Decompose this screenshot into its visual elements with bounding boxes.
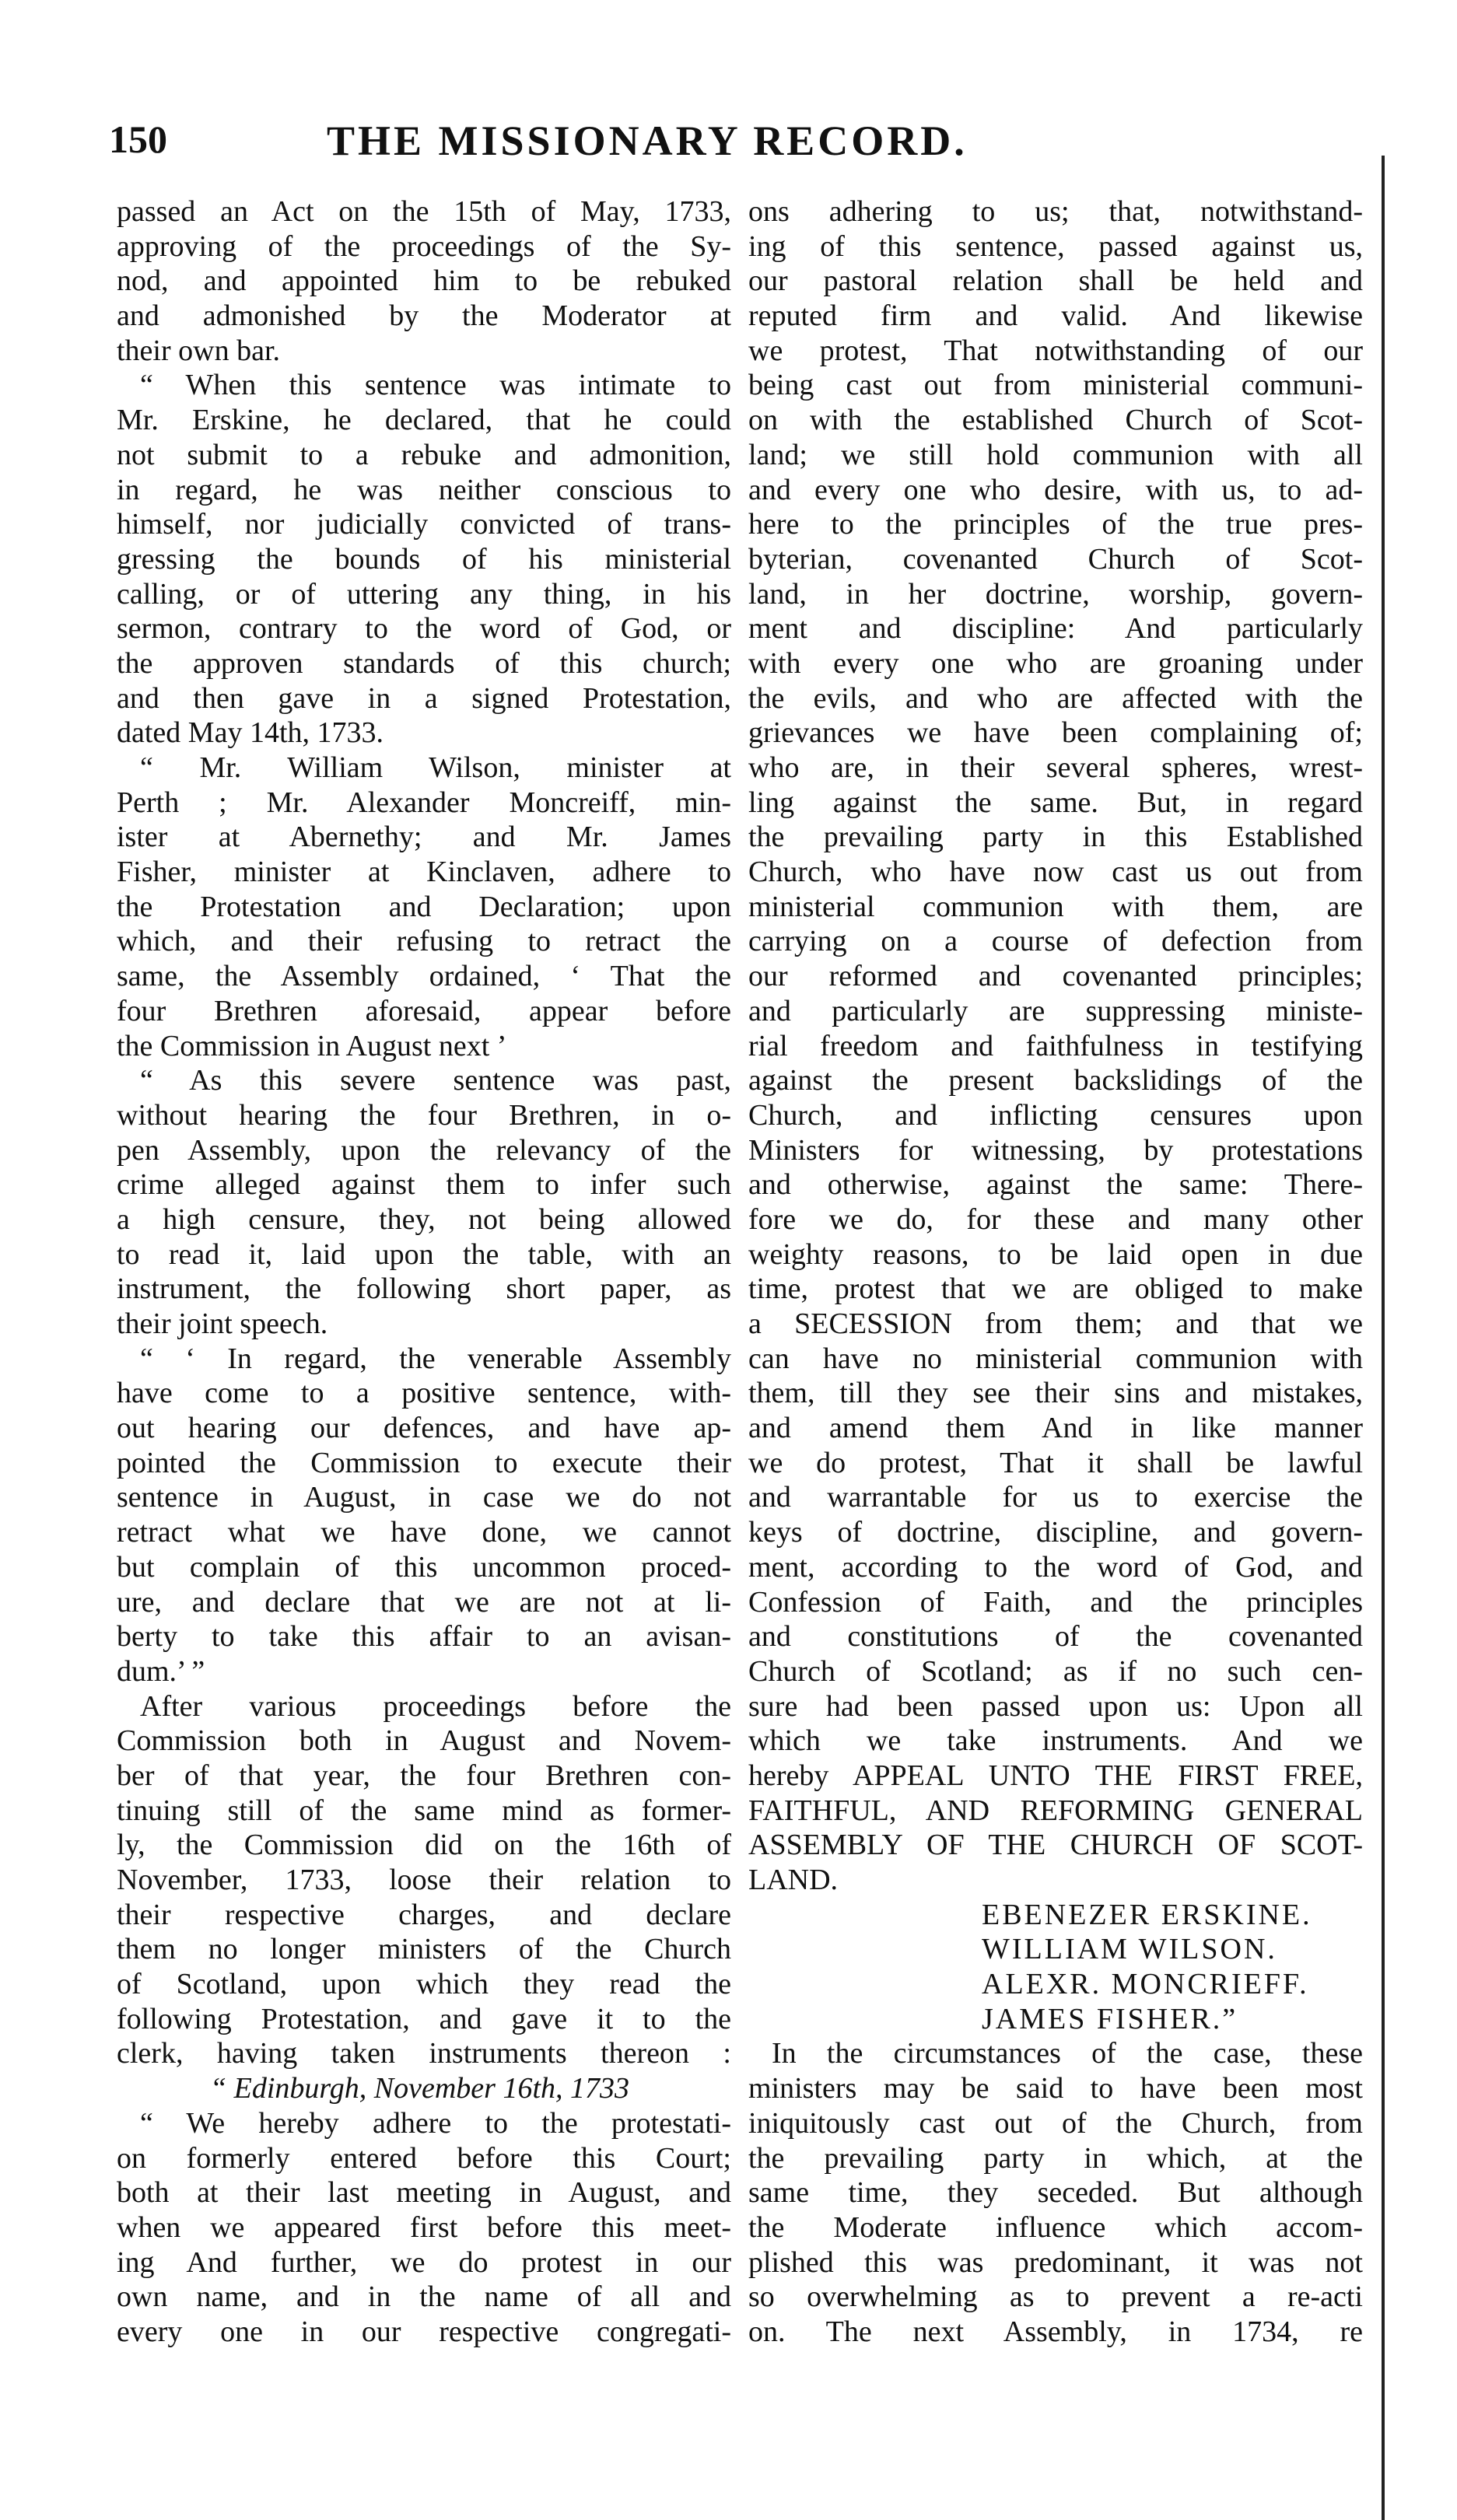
text-line: reputed firm and valid. And likewise (748, 299, 1363, 333)
text-line: “ When this sentence was intimate to (140, 369, 731, 402)
text-line: approving of the proceedings of the Sy- (117, 229, 731, 263)
text-line: Mr. Erskine, he declared, that he could (117, 404, 731, 437)
text-line: “ Mr. William Wilson, minister at (140, 751, 731, 784)
signature: ALEXR. MONCRIEFF. (982, 1968, 1309, 2001)
text-line: Church of Scotland; as if no such cen- (748, 1654, 1363, 1688)
text-line: In the circumstances of the case, these (772, 2037, 1363, 2070)
text-line: their joint speech. (117, 1307, 328, 1340)
text-line: “ ‘ In regard, the venerable Assembly (140, 1342, 731, 1375)
signature-block (982, 1898, 1363, 2037)
text-line: Church, who have now cast us out from (748, 856, 1363, 889)
text-line: tinuing still of the same mind as former- (117, 1794, 731, 1827)
dateline: “ Edinburgh, November 16th, 1733 (210, 2072, 630, 2105)
text-line: here to the principles of the true pres- (748, 508, 1363, 541)
text-line: land, in her doctrine, worship, govern- (748, 577, 1363, 611)
text-line: nod, and appointed him to be rebuked (117, 264, 731, 298)
text-line: Ministers for witnessing, by protestations (748, 1133, 1363, 1167)
text-line: crime alleged against them to infer such (117, 1168, 731, 1202)
text-line: weighty reasons, to be laid open in due (748, 1237, 1363, 1271)
text-line: a high censure, they, not being allowed (117, 1202, 731, 1236)
text-line: of Scotland, upon which they read the (117, 1968, 731, 2001)
text-line: we protest, That notwithstanding of our (748, 334, 1363, 367)
text-line: them, till they see their sins and mistakes, (748, 1377, 1363, 1410)
text-line: fore we do, for these and many other (748, 1202, 1363, 1236)
page-edge-rule (1382, 156, 1385, 2520)
text-line: clerk, having taken instruments thereon : (117, 2037, 731, 2070)
text-line: sure had been passed upon us: Upon all (748, 1689, 1363, 1723)
text-line: ing And further, we do protest in our (117, 2245, 731, 2279)
text-line: and amend them And in like manner (748, 1412, 1363, 1445)
text-line: the approven standards of this church; (117, 646, 731, 680)
text-line: Church, and inflicting censures upon (748, 1098, 1363, 1132)
text-line: and warrantable for us to exercise the (748, 1481, 1363, 1514)
text-line: Fisher, minister at Kinclaven, adhere to (117, 856, 731, 889)
text-line: and then gave in a signed Protestation, (117, 681, 731, 715)
text-line: iniquitously cast out of the Church, from (748, 2106, 1363, 2140)
text-line: not submit to a rebuke and admonition, (117, 438, 731, 471)
text-line: berty to take this affair to an avisan- (117, 1620, 731, 1654)
text-line: ister at Abernethy; and Mr. James (117, 821, 731, 854)
text-line: but complain of this uncommon proced- (117, 1550, 731, 1584)
text-line: them no longer ministers of the Church (117, 1933, 731, 1966)
text-line: same time, they seceded. But although (748, 2176, 1363, 2210)
text-line: the Moderate influence which accom- (748, 2210, 1363, 2244)
text-line: out hearing our defences, and have ap- (117, 1412, 731, 1445)
text-line: which we take instruments. And we (748, 1724, 1363, 1758)
text-line: plished this was predominant, it was not (748, 2245, 1363, 2279)
text-line: After various proceedings before the (140, 1689, 731, 1723)
text-line: and constitutions of the covenanted (748, 1620, 1363, 1654)
text-line: himself, nor judicially convicted of trans- (117, 508, 731, 541)
text-line: on. The next Assembly, in 1734, re (748, 2315, 1363, 2348)
signature: WILLIAM WILSON. (982, 1933, 1277, 1966)
text-line: grievances we have been complaining of; (748, 716, 1363, 750)
text-line: our pastoral relation shall be held and (748, 264, 1363, 298)
text-line: sermon, contrary to the word of God, or (117, 612, 731, 646)
text-line: time, protest that we are obliged to make (748, 1272, 1363, 1306)
text-line: the Protestation and Declaration; upon (117, 890, 731, 923)
text-line: November, 1733, loose their relation to (117, 1864, 731, 1896)
text-line: pointed the Commission to execute their (117, 1446, 731, 1479)
text-line: the evils, and who are affected with the (748, 681, 1363, 715)
text-line: carrying on a course of defection from (748, 925, 1363, 958)
text-line: their own bar. (117, 334, 281, 367)
text-line: byterian, covenanted Church of Scot- (748, 542, 1363, 576)
text-line: ASSEMBLY OF THE CHURCH OF SCOT- (748, 1829, 1363, 1862)
text-line: and admonished by the Moderator at (117, 299, 731, 333)
text-line: ing of this sentence, passed against us, (748, 229, 1363, 263)
text-line: being cast out from ministerial communi- (748, 369, 1363, 402)
text-line: dum.’ ” (117, 1654, 205, 1688)
text-line: every one in our respective congregati- (117, 2315, 731, 2348)
text-line: ment, according to the word of God, and (748, 1550, 1363, 1584)
text-line: dated May 14th, 1733. (117, 716, 384, 750)
text-line: ministerial communion with them, are (748, 890, 1363, 923)
text-line: to read it, laid upon the table, with an (117, 1237, 731, 1271)
text-line: the prevailing party in this Established (748, 821, 1363, 854)
text-line: passed an Act on the 15th of May, 1733, (117, 195, 731, 228)
text-line: land; we still hold communion with all (748, 438, 1363, 471)
text-line: gressing the bounds of his ministerial (117, 542, 731, 576)
text-line: sentence in August, in case we do not (117, 1481, 731, 1514)
text-line: and otherwise, against the same: There- (748, 1168, 1363, 1202)
left-column (117, 194, 731, 2350)
text-line: four Brethren aforesaid, appear before (117, 994, 731, 1027)
text-line: have come to a positive sentence, with- (117, 1377, 731, 1410)
text-line: our reformed and covenanted principles; (748, 960, 1363, 993)
text-line: “ We hereby adhere to the protestati- (140, 2106, 731, 2140)
text-line: ling against the same. But, in regard (748, 786, 1363, 819)
text-line: ment and discipline: And particularly (748, 612, 1363, 646)
text-line: without hearing the four Brethren, in o- (117, 1098, 731, 1132)
text-line: same, the Assembly ordained, ‘ That the (117, 960, 731, 993)
page-number: 150 (109, 117, 167, 161)
text-line: pen Assembly, upon the relevancy of the (117, 1133, 731, 1167)
text-line: with every one who are groaning under (748, 646, 1363, 680)
running-title: THE MISSIONARY RECORD. (327, 117, 968, 164)
text-line: ure, and declare that we are not at li- (117, 1585, 731, 1619)
text-line: following Protestation, and gave it to the (117, 2002, 731, 2035)
text-line: calling, or of uttering any thing, in his (117, 577, 731, 611)
text-line: against the present backslidings of the (748, 1064, 1363, 1097)
text-line: Commission both in August and Novem- (117, 1724, 731, 1758)
text-line: Confession of Faith, and the principles (748, 1585, 1363, 1619)
text-line: Perth ; Mr. Alexander Moncreiff, min- (117, 786, 731, 819)
text-line: which, and their refusing to retract the (117, 925, 731, 958)
text-line: retract what we have done, we cannot (117, 1516, 731, 1549)
text-line: ministers may be said to have been most (748, 2072, 1363, 2105)
text-line: their respective charges, and declare (117, 1898, 731, 1931)
text-line: so overwhelming as to prevent a re-acti (748, 2280, 1363, 2314)
text-line: on formerly entered before this Court; (117, 2141, 731, 2175)
text-line: the Commission in August next ’ (117, 1029, 507, 1062)
text-line: the prevailing party in which, at the (748, 2141, 1363, 2175)
text-line: when we appeared first before this meet- (117, 2210, 731, 2244)
page-header (109, 117, 1354, 171)
text-line: hereby APPEAL UNTO THE FIRST FREE, (748, 1759, 1363, 1792)
text-line: ber of that year, the four Brethren con- (117, 1759, 731, 1792)
text-line: ons adhering to us; that, notwithstand- (748, 195, 1363, 228)
text-line: instrument, the following short paper, as (117, 1272, 731, 1306)
text-line: and particularly are suppressing ministe- (748, 994, 1363, 1027)
text-line: “ As this severe sentence was past, (140, 1064, 731, 1097)
text-line: who are, in their several spheres, wrest- (748, 751, 1363, 784)
right-column (748, 194, 1363, 2350)
text-line: own name, and in the name of all and (117, 2280, 731, 2314)
signature: EBENEZER ERSKINE. (982, 1898, 1312, 1931)
text-line: keys of doctrine, discipline, and govern- (748, 1516, 1363, 1549)
text-line: we do protest, That it shall be lawful (748, 1446, 1363, 1479)
signature: JAMES FISHER.” (982, 2002, 1238, 2035)
text-line: rial freedom and faithfulness in testifying (748, 1029, 1363, 1062)
text-line: ly, the Commission did on the 16th of (117, 1829, 731, 1862)
text-line: can have no ministerial communion with (748, 1342, 1363, 1375)
text-line: on with the established Church of Scot- (748, 404, 1363, 437)
text-line: a SECESSION from them; and that we (748, 1307, 1363, 1340)
text-line: LAND. (748, 1864, 839, 1896)
text-line: in regard, he was neither conscious to (117, 473, 731, 506)
text-line: both at their last meeting in August, and (117, 2176, 731, 2210)
text-line: FAITHFUL, AND REFORMING GENERAL (748, 1794, 1363, 1827)
text-line: and every one who desire, with us, to ad- (748, 473, 1363, 506)
